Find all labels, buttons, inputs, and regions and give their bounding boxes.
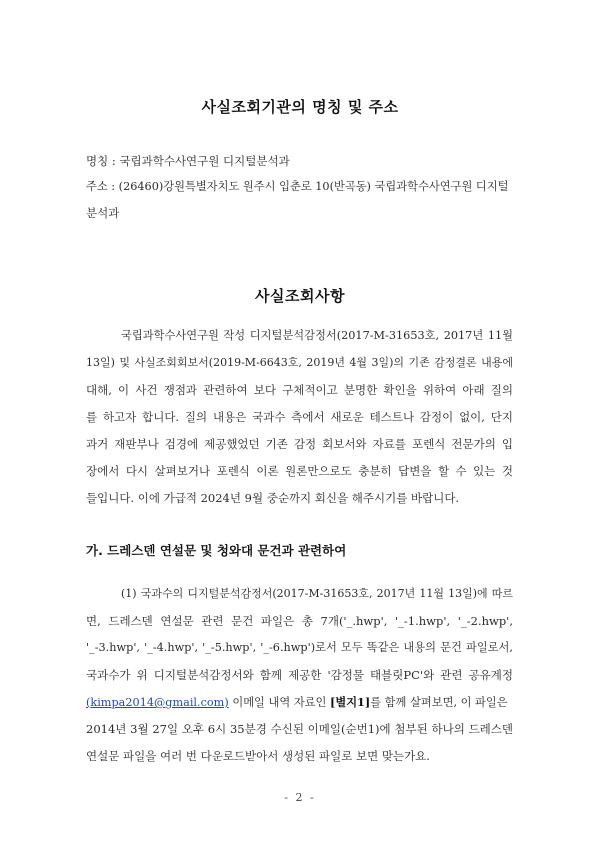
paragraph-line: 면, 드레스덴 연설문 관련 문건 파일은 총 7개('_.hwp', '_-1.hwp', '_-2.hwp', bbox=[86, 614, 513, 628]
paragraph-line: 과거 재판부나 검경에 제공했었던 기존 감정 회보서와 자료를 포렌식 전문가의 입 bbox=[86, 437, 513, 451]
paragraph-line: 2014년 3월 27일 오후 6시 35분경 수신된 이메일(순번1)에 첨부된 하나의 드레스덴 bbox=[86, 722, 513, 736]
agency-name-line: 명칭 : 국립과학수사연구원 디지털분석과 bbox=[86, 154, 290, 168]
page-number: - 2 - bbox=[284, 791, 316, 804]
paragraph-text: 를 함께 살펴보면, 이 파일은 bbox=[370, 696, 508, 709]
paragraph-line: 를 하고자 합니다. 질의 내용은 국과수 측에서 새로운 테스트나 감정이 없이, 단지 bbox=[86, 410, 513, 424]
paragraph-line: 들입니다. 이에 가급적 2024년 9월 중순까지 회신을 해주시기를 바랍니다. bbox=[86, 491, 460, 505]
paragraph-line: 국립과학수사연구원 작성 디지털분석감정서(2017-M-31653호, 2017년 11월 bbox=[121, 329, 513, 342]
agency-address-line-2: 분석과 bbox=[86, 206, 120, 220]
paragraph-line-with-link bbox=[86, 695, 508, 710]
paragraph-line: 13일) 및 사실조회회보서(2019-M-6643호, 2019년 4월 3일)의 기존 감정결론 내용에 bbox=[86, 356, 513, 369]
paragraph-line: '_-3.hwp', '_-4.hwp', '_-5.hwp', '_-6.hwp')로서 모두 똑같은 내용의 문건 파일로서, bbox=[86, 641, 513, 654]
section-heading-ga: 가. 드레스덴 연설문 및 청와대 문건과 관련하여 bbox=[86, 543, 347, 558]
paragraph-text: 이메일 내역 자료인 bbox=[228, 696, 330, 709]
paragraph-line: (1) 국과수의 디지털분석감정서(2017-M-31653호, 2017년 11월 13일)에 따르 bbox=[121, 587, 513, 600]
paragraph-line: 장에서 다시 살펴보거나 포렌식 이론 원론만으로도 충분히 답변을 할 수 있는 것 bbox=[86, 464, 513, 478]
email-link[interactable]: (kimpa2014@gmail.com) bbox=[86, 696, 229, 709]
document-title: 사실조회기관의 명칭 및 주소 bbox=[201, 98, 399, 116]
paragraph-line: 연설문 파일을 여러 번 다운로드받아서 생성된 파일로 보면 맞는가요. bbox=[86, 749, 430, 763]
attachment-reference: [별지1] bbox=[330, 695, 371, 709]
paragraph-line: 국과수가 위 디지털분석감정서와 함께 제공한 '감정물 태블릿PC'와 관련 공유계정 bbox=[86, 668, 513, 682]
paragraph-line: 대해, 이 사건 쟁점과 관련하여 보다 구체적이고 분명한 확인을 위하여 아래 질의 bbox=[86, 383, 513, 397]
section-title: 사실조회사항 bbox=[255, 287, 345, 305]
agency-address-line-1: 주소 : (26460)강원특별자치도 원주시 입춘로 10(반곡동) 국립과학수사연구원 디지털 bbox=[86, 180, 509, 193]
